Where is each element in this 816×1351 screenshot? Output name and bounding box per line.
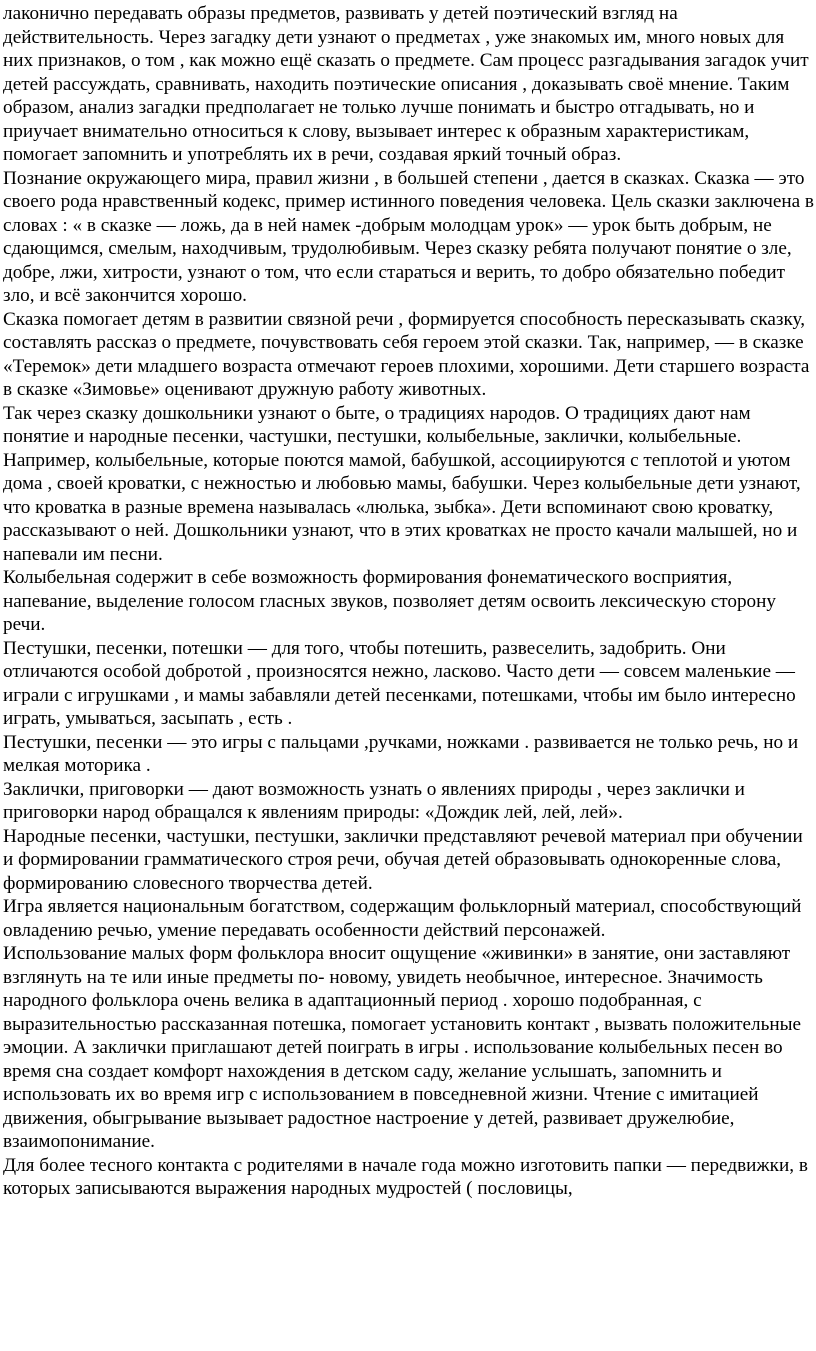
paragraph-finger-games: Пестушки, песенки — это игры с пальцами ,ручками, ножками . развивается не только речь, но и мелкая моторика . xyxy=(3,731,799,776)
paragraph-parents-contact: Для более тесного контакта с родителями в начале года можно изготовить папки — передвижки, в которых записываются выражения народных мудростей ( пословицы, xyxy=(3,1154,808,1199)
paragraph-fairy-tales: Познание окружающего мира, правил жизни , в большей степени , дается в сказках. Сказка — это своего рода нравственный кодекс, пример истинного поведения человека. Цель сказки заключена в словах : « в сказке — ложь, да в ней намек -добрым молодцам урок» — урок быть добрым, не сдающимся, смелым, находчивым, трудолюбивым. Через сказку ребята получают понятие о зле, добре, лжи, хитрости, узнают о том, что если стараться и верить, то добро обязательно победит зло, и всё закончится хорошо. xyxy=(3,167,814,306)
paragraph-traditions: Так через сказку дошкольники узнают о быте, о традициях народов. О традициях дают нам понятие и народные песенки, частушки, пестушки, колыбельные, заклички, колыбельные. xyxy=(3,402,751,447)
paragraph-chants: Заклички, приговорки — дают возможность узнать о явлениях природы , через заклички и приговорки народ обращался к явлениям природы: «Дождик лей, лей, лей». xyxy=(3,778,745,823)
paragraph-connected-speech: Сказка помогает детям в развитии связной речи , формируется способность пересказывать сказку, составлять рассказ о предмете, почувствовать себя героем этой сказки. Так, например, — в сказке «Теремок» дети младшего возраста отмечают героев плохими, хорошими. Дети старшего возраста в сказке «Зимовье» оценивают дружную работу животных. xyxy=(3,308,810,400)
paragraph-folk-songs: Народные песенки, частушки, пестушки, заклички представляют речевой материал при обучении и формировании грамматического строя речи, обучая детей образовывать однокоренные слова, формированию словесного творчества детей. xyxy=(3,825,803,894)
paragraph-lullabies: Например, колыбельные, которые поются мамой, бабушкой, ассоциируются с теплотой и уютом дома , своей кроватки, с нежностью и любовью мамы, бабушки. Через колыбельные дети узнают, что кроватка в разные времена называлась «люлька, зыбка». Дети вспоминают свою кроватку, рассказывают о ней. Дошкольники узнают, что в этих кроватках не просто качали малышей, но и напевали им песни. xyxy=(3,449,801,565)
paragraph-play: Игра является национальным богатством, содержащим фольклорный материал, способствующий овладению речью, умение передавать особенности действий персонажей. xyxy=(3,896,802,941)
paragraph-small-folklore-forms: Использование малых форм фольклора вносит ощущение «живинки» в занятие, они заставляют взглянуть на те или иные предметы по- новому, увидеть необычное, интересное. Значимость народного фольклора очень велика в адаптационный период . хорошо подобранная, с выразительностью рассказанная потешка, помогает установить контакт , вызвать положительные эмоции. А заклички приглашают детей поиграть в игры . использование колыбельных песен во время сна создает комфорт нахождения в детском саду, желание услышать, запомнить и использовать их во время игр с использованием в повседневной жизни. Чтение с имитацией движения, обыгрывание вызывает радостное настроение у детей, развивает дружелюбие, взаимопонимание. xyxy=(3,943,802,1152)
paragraph-nursery-rhymes: Пестушки, песенки, потешки — для того, чтобы потешить, развеселить, задобрить. Они отличаются особой добротой , произносятся нежно, ласково. Часто дети — совсем маленькие — играли с игрушками , и мамы забавляли детей песенками, потешками, чтобы им было интересно играть, умываться, засыпать , есть . xyxy=(3,637,796,729)
paragraph-riddles: лаконично передавать образы предметов, развивать у детей поэтический взгляд на действительность. Через загадку дети узнают о предметах , уже знакомых им, много новых для них признаков, о том , как можно ещё сказать о предмете. Сам процесс разгадывания загадок учит детей рассуждать, сравнивать, находить поэтические описания , доказывать своё мнение. Таким образом, анализ загадки предполагает не только лучше понимать и быстро отгадывать, но и приучает внимательно относиться к слову, вызывает интерес к образным характеристикам, помогает запомнить и употреблять их в речи, создавая яркий точный образ. xyxy=(3,3,809,165)
paragraph-lullaby-perception: Колыбельная содержит в себе возможность формирования фонематического восприятия, напевание, выделение голосом гласных звуков, позволяет детям освоить лексическую сторону речи. xyxy=(3,567,776,635)
